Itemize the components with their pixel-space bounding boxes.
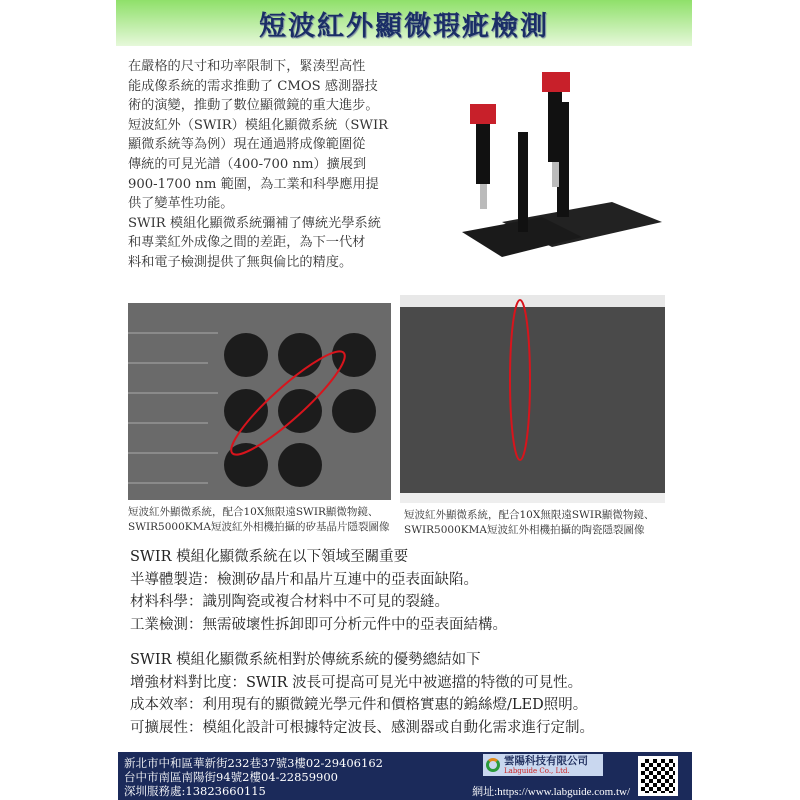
title-banner xyxy=(116,0,692,46)
intro-line: 900-1700 nm 範圍，為工業和科學應用提 xyxy=(128,176,379,192)
section-item: 半導體製造：檢測矽晶片和晶片互連中的亞表面缺陷。 xyxy=(130,571,478,588)
section-heading: SWIR 模組化顯微系統在以下領域至關重要 xyxy=(130,549,409,565)
advantages-section xyxy=(130,649,594,739)
logo-icon xyxy=(486,758,500,772)
intro-text xyxy=(128,57,418,273)
qr-code xyxy=(638,756,678,796)
microscope-product-image xyxy=(462,72,662,262)
section-item: 工業檢測：無需破壞性拆卸即可分析元件中的亞表面結構。 xyxy=(130,616,507,633)
caption-line: SWIR5000KMA短波紅外相機拍攝的矽基晶片隱裂圖像 xyxy=(128,521,390,533)
footer xyxy=(118,752,692,800)
page-title: 短波紅外顯微瑕疵檢測 xyxy=(259,10,549,42)
section-item: 可擴展性：模組化設計可根據特定波長、感測器或自動化需求進行定制。 xyxy=(130,719,594,736)
intro-line: 術的演變，推動了數位顯微鏡的重大進步。 xyxy=(128,98,379,114)
intro-line: 供了變革性功能。 xyxy=(128,196,234,212)
addresses xyxy=(124,756,383,798)
intro-line: 傳統的可見光譜（400-700 nm）擴展到 xyxy=(128,156,367,172)
address-line: 深圳服務處:13823660115 xyxy=(124,784,266,798)
address-line: 台中市南區南陽街94號2樓04-22859900 xyxy=(124,770,339,784)
website-link[interactable]: 網址:https://www.labguide.com.tw/ xyxy=(472,786,630,798)
caption-line: 短波紅外顯微系統，配合10X無限遠SWIR顯微物鏡、 xyxy=(128,506,379,518)
company-name: 雲陽科技有限公司 xyxy=(504,754,588,767)
intro-line: 料和電子檢測提供了無與倫比的精度。 xyxy=(128,254,353,270)
section-heading: SWIR 模組化顯微系統相對於傳統系統的優勢總結如下 xyxy=(130,652,481,668)
intro-line: 短波紅外（SWIR）模組化顯微系統（SWIR xyxy=(128,117,389,133)
address-line: 新北市中和區華新街232巷37號3樓02-29406162 xyxy=(124,756,383,770)
right-image-caption xyxy=(404,508,654,538)
company-name-en: Labguide Co., Ltd. xyxy=(504,766,570,775)
ceramic-crack-image xyxy=(400,295,665,503)
section-item: 增強材料對比度：SWIR 波長可提高可見光中被遮擋的特徵的可見性。 xyxy=(130,674,583,691)
silicon-wafer-crack-image xyxy=(128,303,391,500)
caption-line: SWIR5000KMA短波紅外相機拍攝的陶瓷隱裂圖像 xyxy=(404,524,645,536)
company-logo xyxy=(483,754,603,776)
caption-line: 短波紅外顯微系統，配合10X無限遠SWIR顯微物鏡、 xyxy=(404,509,655,521)
section-item: 材料科學：識別陶瓷或複合材料中不可見的裂縫。 xyxy=(130,594,449,610)
intro-line: 顯微系統等為例）現在通過將成像範圍從 xyxy=(128,137,366,153)
intro-line: 在嚴格的尺寸和功率限制下，緊湊型高性 xyxy=(128,59,366,74)
intro-line: 能成像系統的需求推動了 CMOS 感測器技 xyxy=(128,78,378,94)
intro-line: SWIR 模組化顯微系統彌補了傳統光學系統 xyxy=(128,215,381,231)
applications-section xyxy=(130,546,507,636)
intro-line: 和專業紅外成像之間的差距，為下一代材 xyxy=(128,235,366,251)
left-image-caption xyxy=(128,505,389,535)
section-item: 成本效率：利用現有的顯微鏡光學元件和價格實惠的鎢絲燈/LED照明。 xyxy=(130,697,588,713)
